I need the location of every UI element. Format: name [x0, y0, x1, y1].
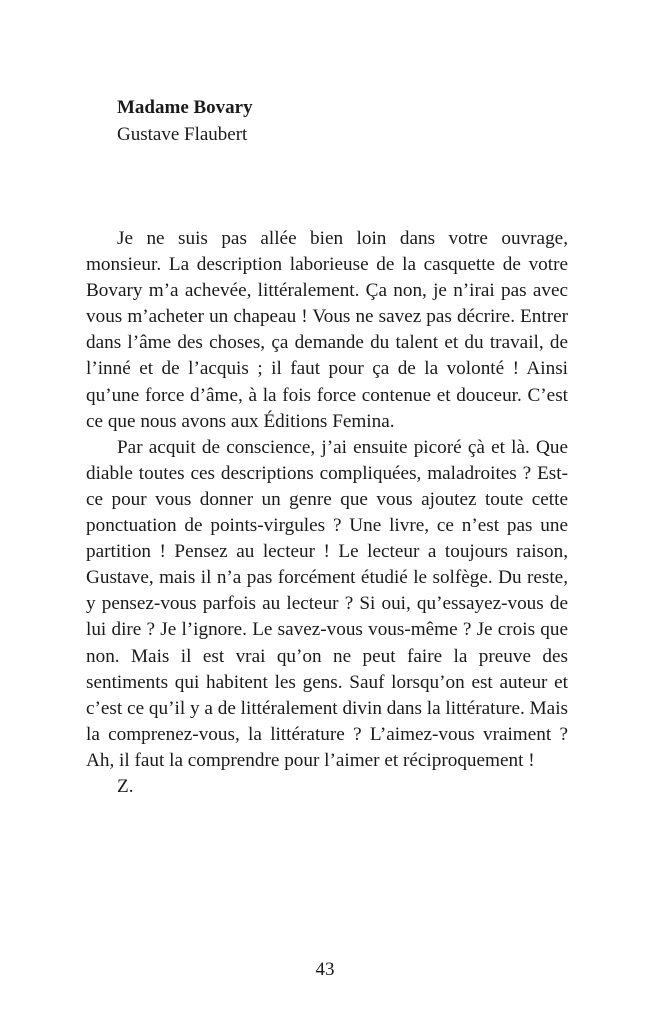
paragraph-2: Par acquit de conscience, j’ai ensuite picoré çà et là. Que diable toutes ces descriptions compliquées, maladroites ? Est-ce pour vous donner un genre que vous ajoutez toute cette ponctuation de points-virgules ? Une livre, ce n’est pas une partition ! Pensez au lecteur ! Le lecteur a toujours raison, Gustave, mais il n’a pas forcément étudié le solfège. Du reste, y pensez-vous parfois au lecteur ? Si oui, qu’essayez-vous de lui dire ? Je l’ignore. Le savez-vous vous-même ? Je crois que non. Mais il est vrai qu’on ne peut faire la preuve des sentiments qui habitent les gens. Sauf lorsqu’on est auteur et c’est ce qu’il y a de littéralement divin dans la littérature. Mais la comprenez-vous, la littérature ? L’aimez-vous vraiment ? Ah, il faut la comprendre pour l’aimer et réciproquement !	[86, 436, 568, 771]
paragraph-1: Je ne suis pas allée bien loin dans votre ouvrage, monsieur. La description laborieuse de la casquette de votre Bovary m’a achevée, littéralement. Ça non, je n’irai pas avec vous m’acheter un chapeau ! Vous ne savez pas décrire. Entrer dans l’âme des choses, ça demande du talent et du travail, de l’inné et de l’acquis ; il faut pour ça de la volonté ! Ainsi qu’une force d’âme, à la fois force contenue et douceur. C’est ce que nous avons aux Éditions Femina.	[86, 228, 568, 432]
book-title: Madame Bovary	[117, 97, 253, 118]
book-author: Gustave Flaubert	[117, 124, 248, 145]
letter-header	[117, 94, 253, 148]
page-number: 43	[315, 959, 335, 980]
letter-body	[86, 226, 568, 800]
signature: Z.	[117, 775, 134, 797]
